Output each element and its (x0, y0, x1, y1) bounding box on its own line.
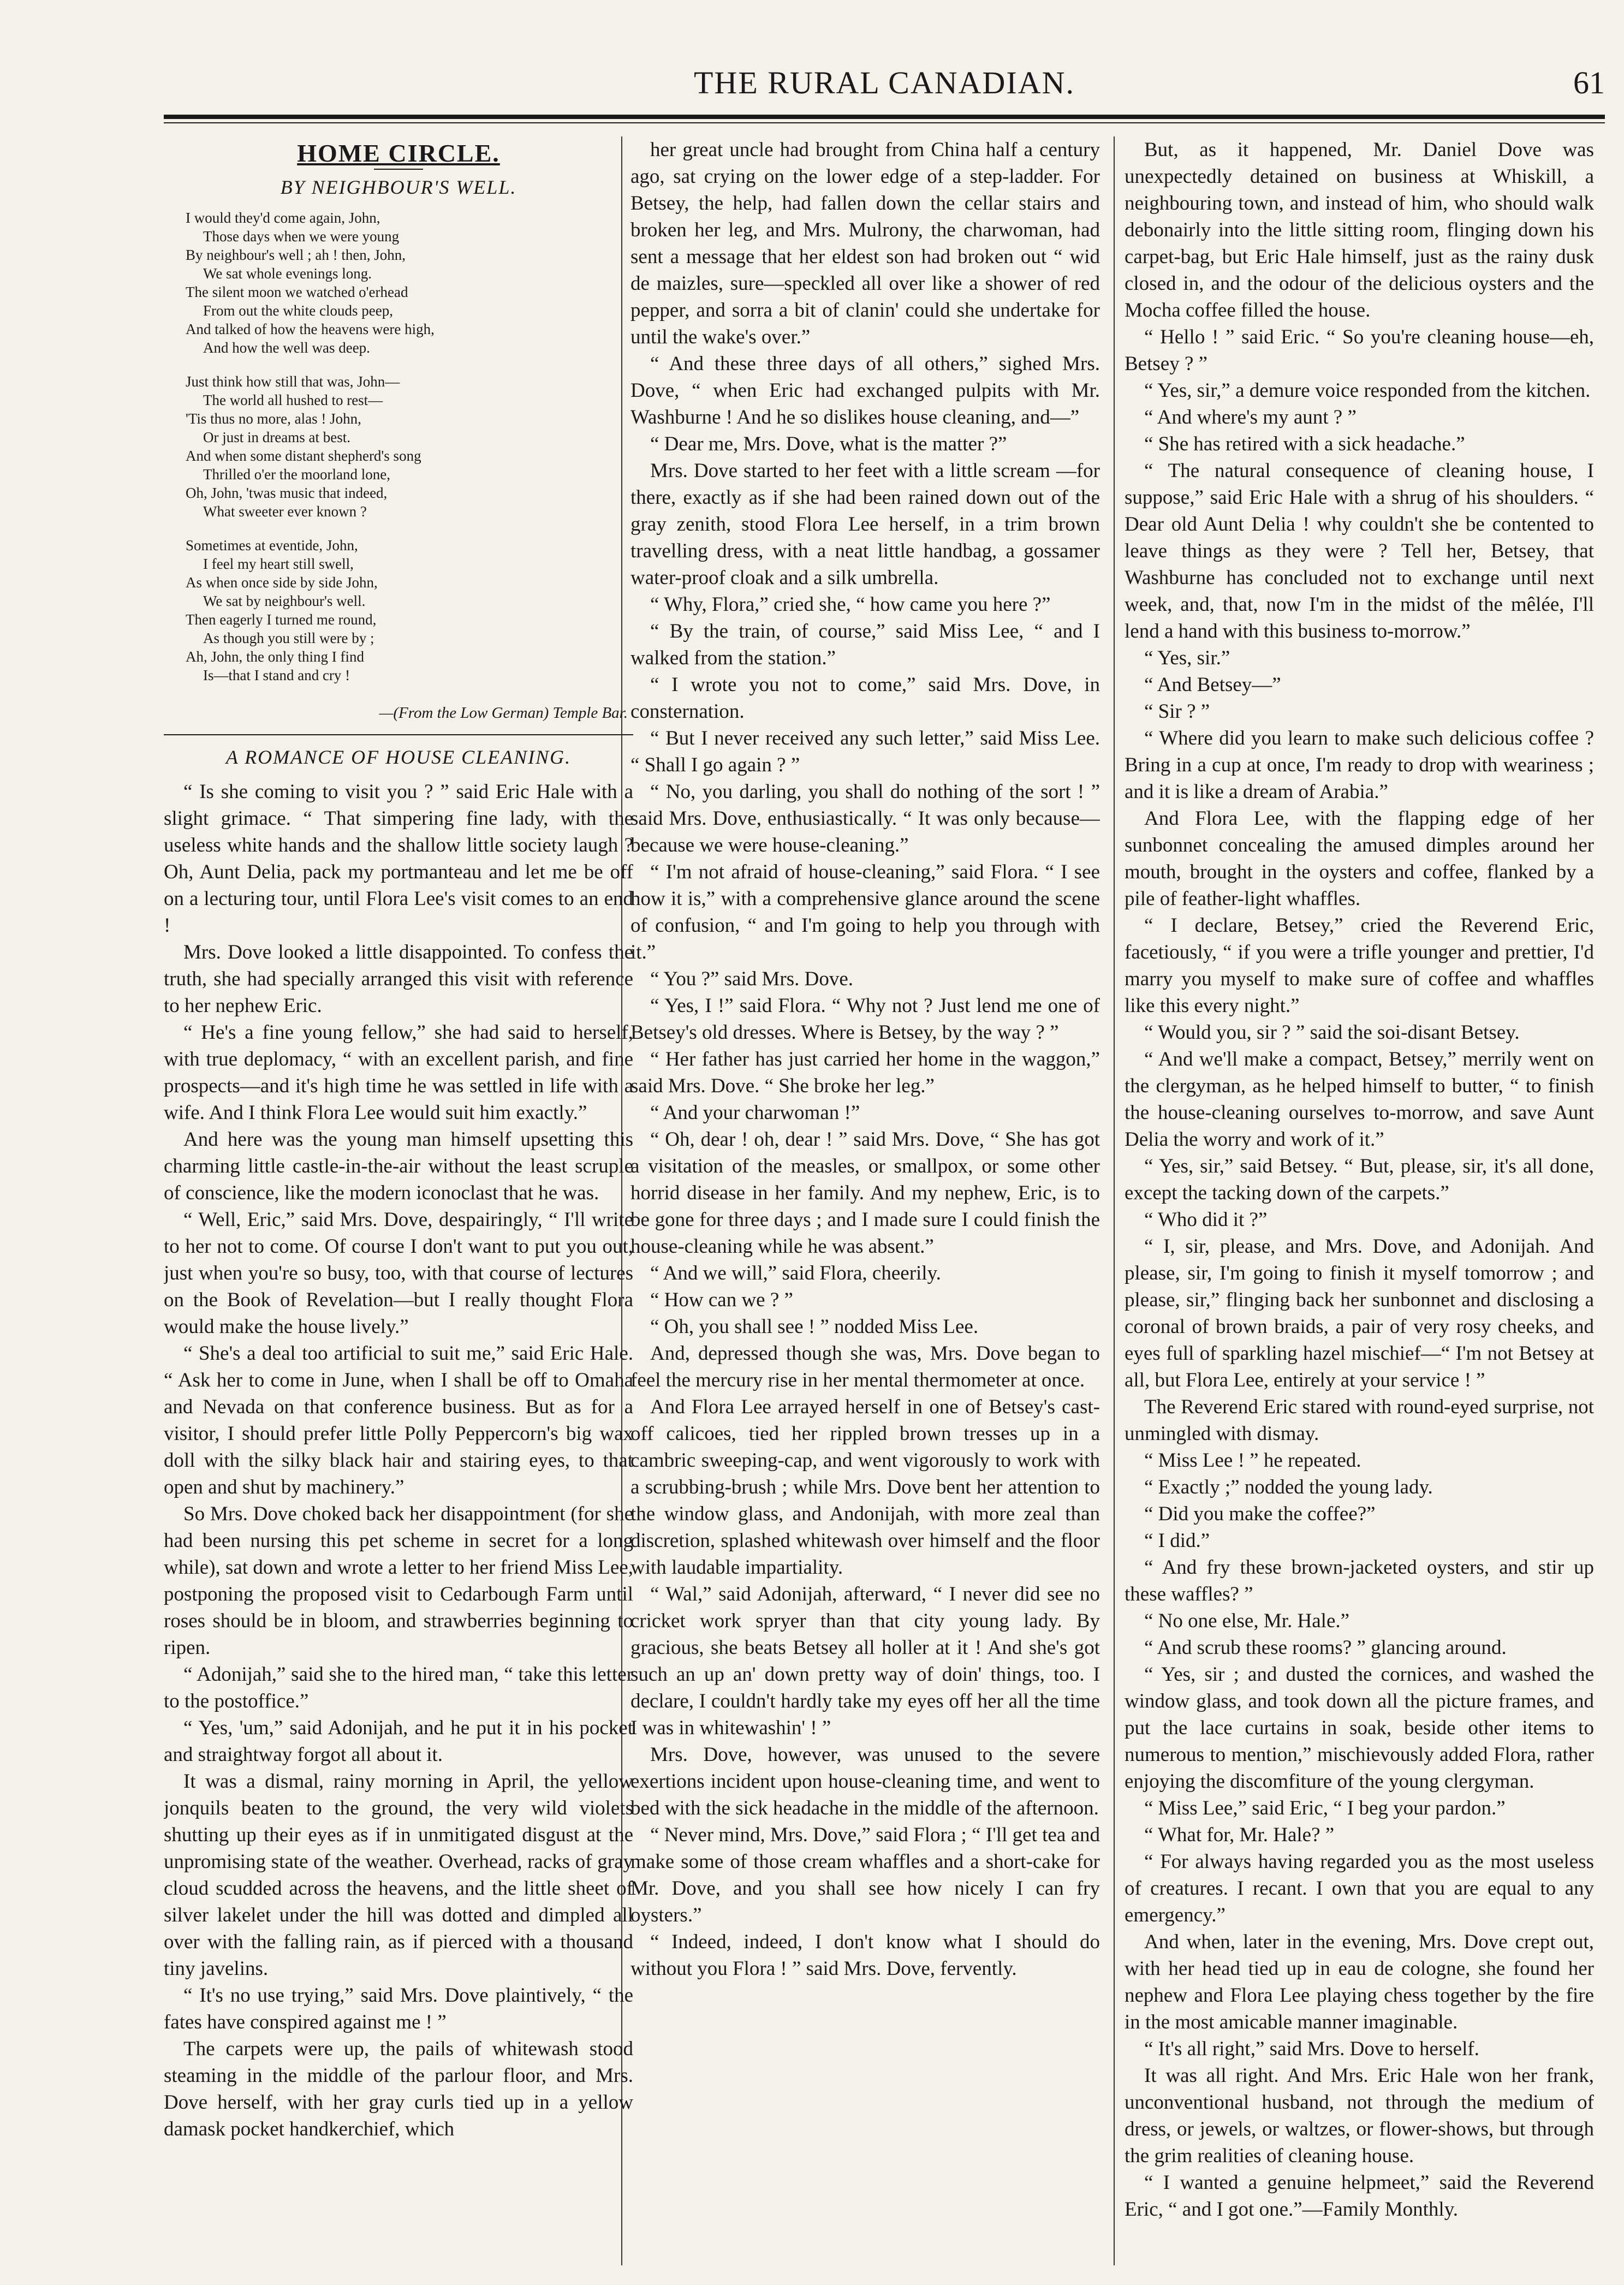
story-paragraph: “ Yes, sir,” a demure voice responded from the kitchen. (1144, 379, 1591, 402)
newspaper-title: THE RURAL CANADIAN. (694, 65, 1075, 100)
masthead-rule-thin (164, 122, 1605, 123)
poem-line: Those days when we were young (203, 228, 400, 245)
story-paragraph: It was all right. And Mrs. Eric Hale won her frank, unconventional husband, not through the medium of dress, or jewels, or waltzes, or flower-shows, but through the grim realities of cleaning house. (1125, 2064, 1594, 2167)
story-paragraph: “ Miss Lee,” said Eric, “ I beg your pardon.” (1144, 1797, 1506, 1819)
story-paragraph: “ And fry these brown-jacketed oysters, and stir up these waffles? ” (1125, 1556, 1594, 1605)
story-paragraph: “ Indeed, indeed, I don't know what I should do without you Flora ! ” said Mrs. Dove, fervently. (630, 1931, 1100, 1980)
poem-line: Sometimes at eventide, John, (186, 537, 358, 554)
story-paragraph: And here was the young man himself upsetting this charming little castle-in-the-air without the least scruple of conscience, like the modern iconoclast that he was. (164, 1128, 633, 1204)
story-paragraph: Mrs. Dove, however, was unused to the severe exertions incident upon house-cleaning time, and went to bed with the sick headache in the middle of the afternoon. (630, 1743, 1100, 1819)
story-paragraph: “ He's a fine young fellow,” she had said to herself, with true deplomacy, “ with an excellent parish, and fine prospects—and it's high time he was settled in life with a wife. And I think Flora Lee would suit him exactly.” (164, 1021, 633, 1124)
story-paragraph: “ Well, Eric,” said Mrs. Dove, despairingly, “ I'll write to her not to come. Of course I don't want to put you out, just when you're so busy, too, with that course of lectures on the Book of Revelation—but I really thought Flora would make the house lively.” (164, 1209, 633, 1338)
masthead-rule (164, 115, 1605, 119)
story-paragraph: “ Hello ! ” said Eric. “ So you're cleaning house—eh, Betsey ? ” (1125, 326, 1594, 375)
story-paragraph: “ By the train, of course,” said Miss Lee, “ and I walked from the station.” (630, 620, 1100, 669)
page-number: 61 (1573, 65, 1605, 100)
poem-source: —(From the Low German) Temple Bar. (379, 704, 628, 722)
story-paragraph: “ Exactly ;” nodded the young lady. (1144, 1476, 1433, 1498)
story-paragraph: And Flora Lee, with the flapping edge of her sunbonnet concealing the amused dimples around her mouth, brought in the oysters and coffee, flanked by a pile of feather-light whaffles. (1125, 807, 1594, 910)
story-paragraph: “ Never mind, Mrs. Dove,” said Flora ; “ I'll get tea and make some of those cream whaffles and a short-cake for Mr. Dove, and you shall see how nicely I can fry oysters.” (630, 1824, 1100, 1926)
story-paragraph: “ And scrub these rooms? ” glancing around. (1144, 1637, 1507, 1659)
story-paragraph: “ I, sir, please, and Mrs. Dove, and Adonijah. And please, sir, I'm going to finish it myself tomorrow ; and please, sir,” flinging back her sunbonnet and disclosing a coronal of brown braids, a pair of very rosy cheeks, and eyes full of sparkling hazel mischief—“ I'm not Betsey at all, but Flora Lee, entirely at your service ! ” (1125, 1235, 1594, 1391)
story-paragraph: “ Where did you learn to make such delicious coffee ? Bring in a cup at once, I'm ready to drop with weariness ; and it is like a dream of Arabia.” (1125, 727, 1594, 803)
story-paragraph: And, depressed though she was, Mrs. Dove began to feel the mercury rise in her mental thermometer at once. (630, 1342, 1100, 1391)
masthead (164, 55, 1605, 120)
story-paragraph: The carpets were up, the pails of whitewash stood steaming in the middle of the parlour floor, and Mrs. Dove herself, with her gray curls tied up in a yellow damask pocket handkerchief, which (164, 2038, 633, 2140)
story-paragraph: “ I'm not afraid of house-cleaning,” said Flora. “ I see how it is,” with a comprehensive glance around the scene of confusion, “ and I'm going to help you through with it.” (630, 861, 1100, 963)
poem-title: BY NEIGHBOUR'S WELL. (280, 176, 517, 198)
story-column-2 (630, 136, 1100, 1982)
story-paragraph: “ You ?” said Mrs. Dove. (650, 968, 854, 990)
story-paragraph: “ And your charwoman !” (650, 1102, 860, 1124)
story-paragraph: So Mrs. Dove choked back her disappointment (for she had been nursing this pet scheme in secret for a long while), sat down and wrote a letter to her friend Miss Lee, postponing the proposed visit to Cedarbough Farm until roses should be in bloom, and strawberries beginning to ripen. (164, 1503, 633, 1659)
story-paragraph: “ Adonijah,” said she to the hired man, “ take this letter to the postoffice.” (164, 1663, 633, 1712)
poem-line: Just think how still that was, John— (186, 373, 400, 390)
story-paragraph: “ Oh, you shall see ! ” nodded Miss Lee. (650, 1316, 979, 1338)
story-paragraph: “ Dear me, Mrs. Dove, what is the matter ?” (650, 433, 1007, 455)
poem-line: I feel my heart still swell, (203, 556, 354, 572)
story-paragraph: “ How can we ? ” (650, 1289, 793, 1311)
poem-line: What sweeter ever known ? (203, 503, 367, 520)
poem-line: I would they'd come again, John, (186, 210, 380, 226)
poem-line: Then eagerly I turned me round, (186, 611, 377, 628)
story-paragraph: “ Did you make the coffee?” (1144, 1503, 1376, 1525)
story-paragraph: Mrs. Dove looked a little disappointed. To confess the truth, she had specially arranged this visit with reference to her nephew Eric. (164, 941, 633, 1017)
story-paragraph: “ I declare, Betsey,” cried the Reverend Eric, facetiously, “ if you were a trifle younger and prettier, I'd marry you myself to make sure of coffee and whaffles like this every night.” (1125, 914, 1594, 1017)
story-paragraph: “ Yes, sir,” said Betsey. “ But, please, sir, it's all done, except the tacking down of the carpets.” (1125, 1155, 1594, 1204)
poem-line: We sat whole evenings long. (203, 265, 372, 282)
story-paragraph: “ But I never received any such letter,” said Miss Lee. “ Shall I go again ? ” (630, 727, 1100, 776)
poem (186, 209, 633, 685)
poem-line: Or just in dreams at best. (203, 429, 350, 445)
story-paragraph: “ What for, Mr. Hale? ” (1144, 1824, 1335, 1846)
story-paragraph: “ I did.” (1144, 1530, 1210, 1552)
poem-line: Thrilled o'er the moorland lone, (203, 466, 391, 483)
story-paragraph: “ It's all right,” said Mrs. Dove to herself. (1144, 2038, 1479, 2060)
story-paragraph: “ Would you, sir ? ” said the soi-disant Betsey. (1144, 1021, 1520, 1044)
story-paragraph: Mrs. Dove started to her feet with a little scream —for there, exactly as if she had been rained down out of the gray zenith, stood Flora Lee herself, in a trim brown travelling dress, with a neat little handbag, a gossamer water-proof cloak and a silk umbrella. (630, 460, 1100, 589)
story-paragraph: “ Is she coming to visit you ? ” said Eric Hale with a slight grimace. “ That simpering fine lady, with the useless white hands and the shallow little society laugh ? Oh, Aunt Delia, pack my portmanteau and let me be off on a lecturing tour, until Flora Lee's visit comes to an end ! (164, 781, 633, 937)
story-paragraph: her great uncle had brought from China half a century ago, sat crying on the lower edge of a step-ladder. For Betsey, the help, had fallen down the cellar stairs and broken her leg, and Mrs. Mulrony, the charwoman, had sent a message that her eldest son had broken out “ wid de maizles, sure—speckled all over like a shower of red pepper, and sorra a bit of clanin' could she undertake for until the wake's over.” (630, 139, 1100, 348)
poem-line: Oh, John, 'twas music that indeed, (186, 485, 388, 501)
poem-line: From out the white clouds peep, (203, 302, 393, 319)
article-separator (164, 734, 633, 735)
story-paragraph: “ Yes, sir ; and dusted the cornices, and washed the window glass, and took down all the picture frames, and put the lace curtains in soak, beside other items to numerous to mention,” mischievously added Flora, rather enjoying the discomfiture of the young clergyman. (1125, 1663, 1594, 1793)
story-paragraph: “ No, you darling, you shall do nothing of the sort ! ” said Mrs. Dove, enthusiastically. “ It was only because—because we were house-cleaning.” (630, 781, 1100, 856)
story-paragraph: “ It's no use trying,” said Mrs. Dove plaintively, “ the fates have conspired against me ! ” (164, 1984, 633, 2033)
poem-line: As though you still were by ; (203, 630, 374, 646)
story-title: A ROMANCE OF HOUSE CLEANING. (225, 746, 572, 768)
column-1 (164, 136, 633, 2265)
story-paragraph: “ No one else, Mr. Hale.” (1144, 1610, 1350, 1632)
story-paragraph: “ I wanted a genuine helpmeet,” said the Reverend Eric, “ and I got one.”—Family Monthly. (1125, 2171, 1594, 2221)
story-paragraph: “ And we'll make a compact, Betsey,” merrily went on the clergyman, as he helped himself to butter, “ to finish the house-cleaning ourselves to-morrow, and save Aunt Delia the worry and work of it.” (1125, 1048, 1594, 1151)
column-divider (1114, 136, 1115, 2265)
poem-line: And talked of how the heavens were high, (186, 321, 435, 337)
story-paragraph: “ And where's my aunt ? ” (1144, 406, 1357, 429)
story-paragraph: The Reverend Eric stared with round-eyed surprise, not unmingled with dismay. (1125, 1396, 1594, 1445)
story-paragraph: “ Miss Lee ! ” he repeated. (1144, 1449, 1361, 1472)
poem-line: By neighbour's well ; ah ! then, John, (186, 247, 406, 263)
story-paragraph: “ She's a deal too artificial to suit me,” said Eric Hale. “ Ask her to come in June, when I shall be off to Omaha and Nevada on that conference business. But as for a visitor, I should prefer little Polly Peppercorn's big wax doll with the silky black hair and stairing eyes, to that open and shut by machinery.” (164, 1342, 633, 1498)
story-paragraph: “ Her father has just carried her home in the waggon,” said Mrs. Dove. “ She broke her leg.” (630, 1048, 1100, 1097)
poem-stanza (186, 536, 633, 685)
story-paragraph: “ Why, Flora,” cried she, “ how came you here ?” (650, 593, 1051, 616)
story-paragraph: “ Who did it ?” (1144, 1209, 1268, 1231)
story-paragraph: “ Wal,” said Adonijah, afterward, “ I never did see no cricket work spryer than that city young lady. By gracious, she beats Betsey all holler at it ! And she's got such an up an' down pretty way of doin' things, too. I declare, I couldn't hardly take my eyes off her all the time I was in whitewashin' ! ” (630, 1583, 1100, 1739)
story-paragraph: “ Oh, dear ! oh, dear ! ” said Mrs. Dove, “ She has got a visitation of the measles, or smallpox, or some other horrid disease in her family. And my nephew, Eric, is to be gone for three days ; and I made sure I could finish the house-cleaning while he was absent.” (630, 1128, 1100, 1258)
column-2 (630, 136, 1100, 2265)
poem-line: The silent moon we watched o'erhead (186, 284, 408, 300)
story-paragraph: “ Sir ? ” (1144, 700, 1210, 723)
story-paragraph: It was a dismal, rainy morning in April, the yellow jonquils beaten to the ground, the very wild violets shutting up their eyes as if in unmitigated disgust at the unpromising state of the weather. Overhead, racks of gray cloud scudded across the heavens, and the little sheet of silver lakelet under the hill was dotted and dimpled all over with the falling rain, as if pierced with a thousand tiny javelins. (164, 1770, 633, 1980)
story-paragraph: “ Yes, sir.” (1144, 647, 1230, 669)
poem-line: We sat by neighbour's well. (203, 593, 366, 609)
story-paragraph: “ I wrote you not to come,” said Mrs. Dove, in consternation. (630, 674, 1100, 723)
story-column-1 (164, 778, 633, 2143)
poem-stanza (186, 209, 633, 357)
story-paragraph: “ She has retired with a sick headache.” (1144, 433, 1465, 455)
story-column-3 (1125, 136, 1594, 2223)
poem-line: And how the well was deep. (203, 340, 370, 356)
story-paragraph: And when, later in the evening, Mrs. Dove crept out, with her head tied up in eau de cologne, she found her nephew and Flora Lee playing chess together by the fire in the most amicable manner imaginable. (1125, 1931, 1594, 2033)
poem-line: Ah, John, the only thing I find (186, 648, 364, 665)
story-paragraph: “ Yes, I !” said Flora. “ Why not ? Just lend me one of Betsey's old dresses. Where is Betsey, by the way ? ” (630, 995, 1100, 1044)
story-paragraph: “ Yes, 'um,” said Adonijah, and he put it in his pocket and straightway forgot all about it. (164, 1717, 633, 1766)
story-paragraph: “ The natural consequence of cleaning house, I suppose,” said Eric Hale with a shrug of his shoulders. “ Dear old Aunt Delia ! why couldn't she be contented to leave things as they were ? Tell her, Betsey, that Washburne has concluded not to exchange until next week, and, that, now I'm in the midst of the mêlée, I'll lend a hand with this business to-morrow.” (1125, 460, 1594, 642)
story-paragraph: “ And we will,” said Flora, cheerily. (650, 1262, 941, 1284)
poem-line: Is—that I stand and cry ! (203, 667, 350, 683)
poem-line: 'Tis thus no more, alas ! John, (186, 410, 361, 427)
section-rule (374, 169, 423, 170)
story-paragraph: And Flora Lee arrayed herself in one of Betsey's cast-off calicoes, tied her rippled brown tresses up in a cambric sweeping-cap, and went vigorously to work with a scrubbing-brush ; while Mrs. Dove bent her attention to the window glass, and Andonijah, with more zeal than discretion, splashed whitewash over himself and the floor with laudable impartiality. (630, 1396, 1100, 1579)
poem-line: As when once side by side John, (186, 574, 378, 591)
poem-line: The world all hushed to rest— (203, 392, 383, 408)
section-title: HOME CIRCLE. (297, 139, 500, 167)
story-paragraph: “ For always having regarded you as the most useless of creatures. I recant. I own that you are equal to any emergency.” (1125, 1850, 1594, 1926)
poem-line: And when some distant shepherd's song (186, 448, 421, 464)
story-paragraph: “ And these three days of all others,” sighed Mrs. Dove, “ when Eric had exchanged pulpits with Mr. Washburne ! And he so dislikes house cleaning, and—” (630, 353, 1100, 429)
story-paragraph: But, as it happened, Mr. Daniel Dove was unexpectedly detained on business at Whiskill, a neighbouring town, and instead of him, who should walk debonairly into the little sitting room, flinging down his carpet-bag, but Eric Hale himself, just as the rainy dusk closed in, and the odour of the delicious oysters and the Mocha coffee filled the house. (1125, 139, 1594, 322)
story-paragraph: “ And Betsey—” (1144, 674, 1281, 696)
poem-stanza (186, 372, 633, 521)
column-3 (1125, 136, 1594, 2265)
